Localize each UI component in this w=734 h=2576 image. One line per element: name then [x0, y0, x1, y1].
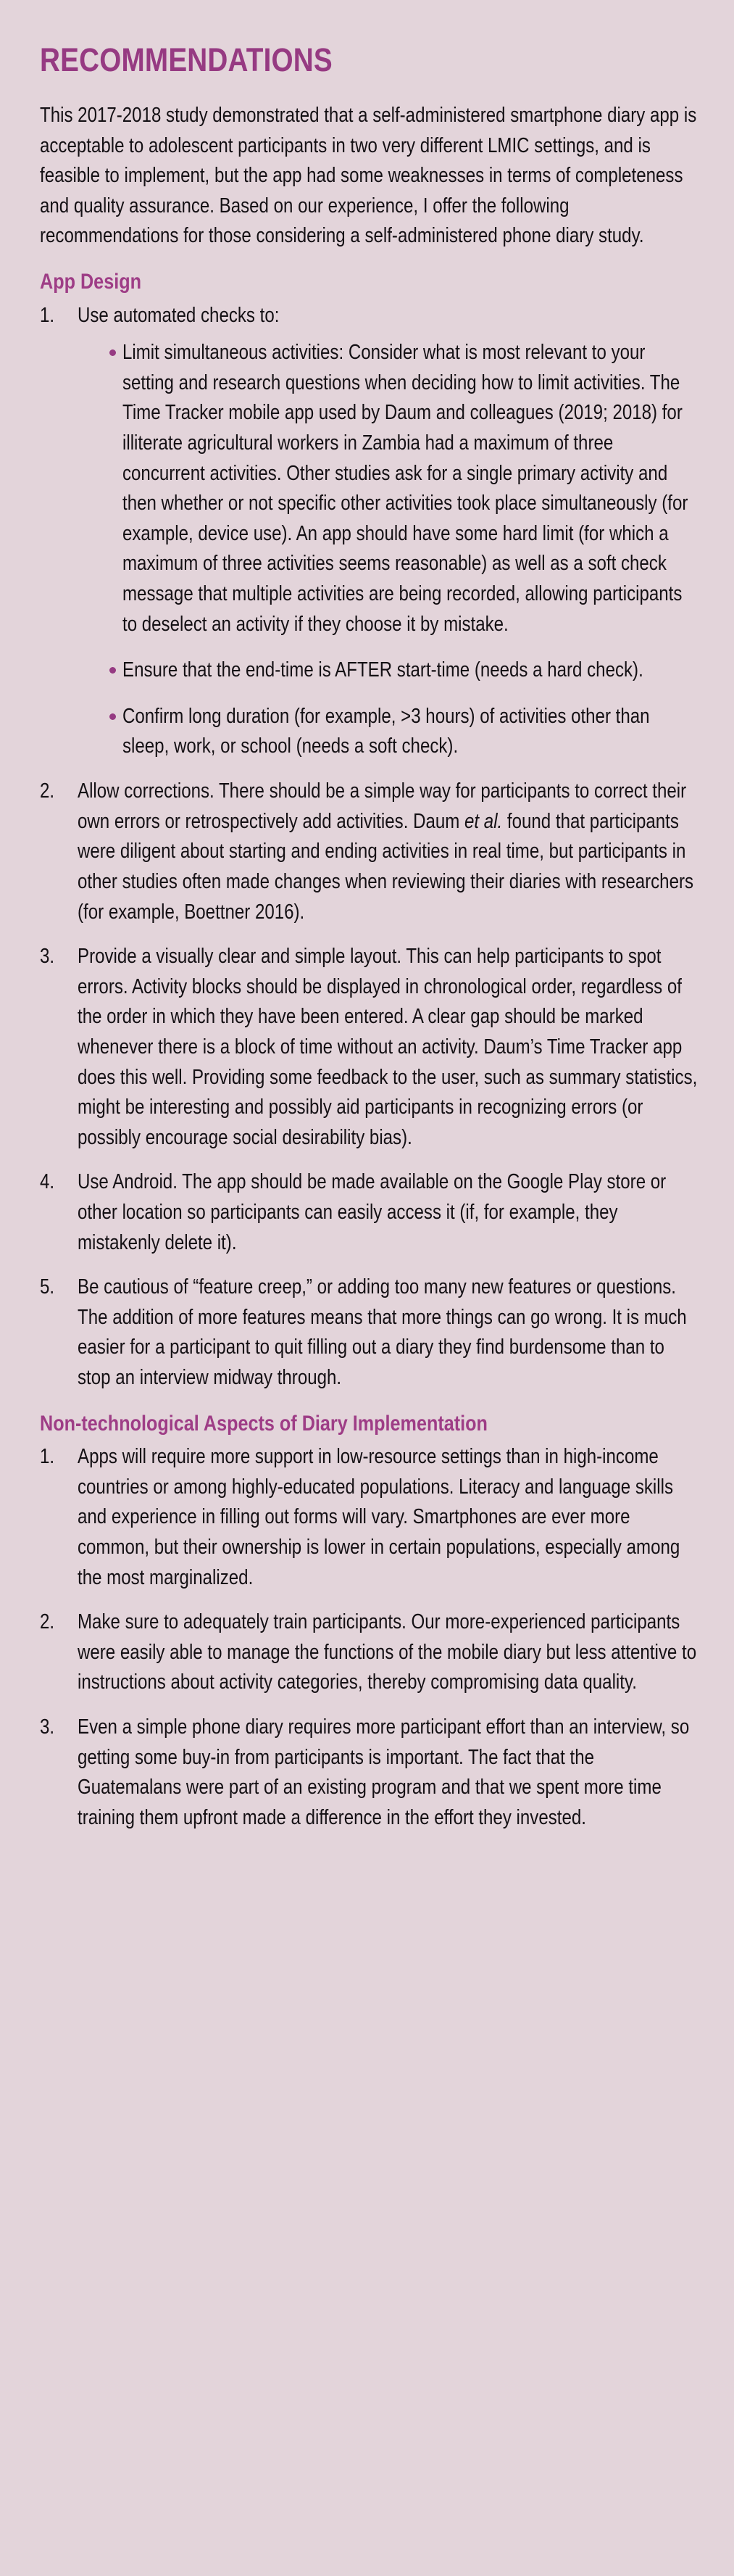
list-item [40, 942, 699, 1153]
subheading-non-technological: Non-technological Aspects of Diary Implementation [40, 1411, 488, 1436]
page-title: RECOMMENDATIONS [40, 41, 333, 78]
list-item [40, 1272, 699, 1393]
subheading-app-design: App Design [40, 270, 142, 294]
non-technological-list [40, 1442, 699, 1833]
list-number: 2. [40, 1610, 55, 1634]
list-item [109, 655, 699, 686]
list-item [40, 301, 699, 763]
list-item [109, 338, 699, 639]
list-item-text: Provide a visually clear and simple layout. This can help participants to spot errors. Activity blocks should be displayed in chronological order, regardless of the order in which they have been entered. A clear gap should be marked whenever there is a block of time without an activity. Daum’s Time Tracker app does this well. Providing some feedback to the user, such as summary statistics, might be interesting and possibly aid participants in recognizing errors (or possibly encourage social desirability bias). [78, 945, 698, 1149]
list-item [40, 1167, 699, 1258]
list-item-text: Use Android. The app should be made available on the Google Play store or other location so participants can easily access it (if, for example, they mistakenly delete it). [78, 1170, 667, 1254]
list-item-text: Use automated checks to: [78, 303, 280, 327]
bullet-dot-icon [109, 349, 116, 356]
sub-bullet-list [78, 338, 699, 762]
list-number: 4. [40, 1170, 55, 1194]
list-item-text: Be cautious of “feature creep,” or adding too many new features or questions. The addition of more features means that more things can go wrong. It is much easier for a participant to quit filling out a diary they find burdensome than to stop an interview midway through. [78, 1275, 687, 1390]
app-design-list [40, 301, 699, 1393]
list-item [40, 1442, 699, 1593]
sub-bullet-text: Confirm long duration (for example, >3 hours) of activities other than sleep, work, or school (needs a soft check). [122, 704, 650, 758]
list-number: 2. [40, 779, 55, 803]
list-number: 1. [40, 303, 55, 327]
list-item [40, 1607, 699, 1698]
intro-paragraph: This 2017-2018 study demonstrated that a self-administered smartphone diary app is acceptable to adolescent participants in two very different LMIC settings, and is feasible to implement, but the app had some weaknesses in terms of completeness and quality assurance. Based on our experience, I offer the following recommendations for those considering a self-administered phone diary study. [40, 104, 697, 248]
list-number: 3. [40, 945, 55, 969]
list-item-text: Even a simple phone diary requires more participant effort than an interview, so getting some buy-in from participants is important. The fact that the Guatemalans were part of an existing program and that we spent more time training them upfront made a difference in the effort they invested. [78, 1715, 690, 1829]
list-item [109, 702, 699, 762]
bullet-dot-icon [109, 667, 116, 674]
list-item-text: Make sure to adequately train participants. Our more-experienced participants were easily able to manage the functions of the mobile diary but less attentive to instructions about activity categories, thereby compromising data quality. [78, 1610, 697, 1694]
sub-bullet-text: Ensure that the end-time is AFTER start-time (needs a hard check). [122, 658, 643, 682]
list-item [40, 776, 699, 927]
list-number: 5. [40, 1275, 55, 1299]
list-item-text: Apps will require more support in low-resource settings than in high-income countries or among highly-educated populations. Literacy and language skills and experience in filling out forms will vary. Smartphones are ever more common, but their ownership is lower in certain populations, especially among the most marginalized. [78, 1445, 680, 1589]
list-item-text: Allow corrections. There should be a simple way for participants to correct their own errors or retrospectively add activities. Daum et al. found that participants were diligent about starting and ending activities in real time, but participants in other studies often made changes when reviewing their diaries with researchers (for example, Boettner 2016). [78, 779, 694, 924]
list-item [40, 1712, 699, 1833]
sub-bullet-text: Limit simultaneous activities: Consider what is most relevant to your setting and research questions when deciding how to limit activities. The Time Tracker mobile app used by Daum and colleagues (2019; 2018) for illiterate agricultural workers in Zambia had a maximum of three concurrent activities. Other studies ask for a single primary activity and then whether or not specific other activities took place simultaneously (for example, device use). An app should have some hard limit (for which a maximum of three activities seems reasonable) as well as a soft check message that multiple activities are being recorded, allowing participants to deselect an activity if they choose it by mistake. [122, 341, 688, 636]
list-number: 1. [40, 1445, 55, 1469]
list-number: 3. [40, 1715, 55, 1739]
bullet-dot-icon [109, 713, 116, 720]
